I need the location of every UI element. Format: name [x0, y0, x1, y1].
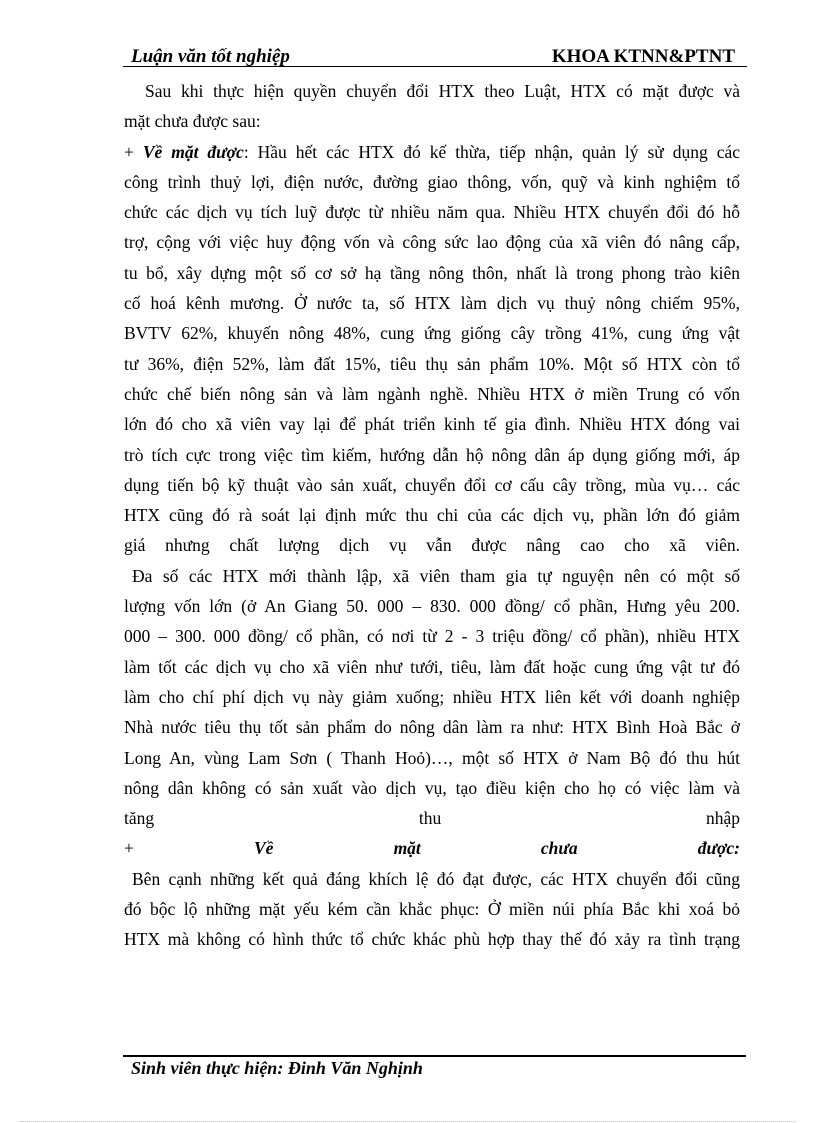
text-line: dụng tiến bộ kỹ thuật vào sản xuất, chuyển đổi cơ cấu cây trồng, mùa vụ… các	[124, 474, 740, 495]
text-line: Bên cạnh những kết quả đáng khích lệ đó đạt được, các HTX chuyển đổi cũng	[132, 868, 740, 889]
text-line: 000 – 300. 000 đồng/ cổ phần, có nơi từ 2 - 3 triệu đồng/ cổ phần), nhiều HTX	[124, 626, 740, 647]
body-text	[124, 76, 740, 955]
text-line: BVTV 62%, khuyến nông 48%, cung ứng giống cây trồng 41%, cung ứng vật	[124, 323, 740, 344]
text-line: HTX cũng đó rà soát lại định mức thu chi của các dịch vụ, phần lớn đó giảm	[124, 505, 740, 526]
text-span: : Hầu hết các HTX đó kế thừa, tiếp nhận, quản lý sử dụng các	[243, 141, 740, 162]
text-line	[124, 137, 740, 167]
section-term-positive: Về mặt được	[142, 141, 244, 162]
header-thesis-label: Luận văn tốt nghiệp	[131, 46, 290, 67]
text-line: làm cho chí phí dịch vụ này giảm xuống; nhiều HTX liên kết với doanh nghiệp	[124, 686, 740, 707]
text-line: chức các dịch vụ tích luỹ được từ nhiều năm qua. Nhiều HTX chuyển đổi đó hỗ	[124, 202, 740, 223]
text-line: làm tốt các dịch vụ cho xã viên như tưới, tiêu, làm đất hoặc cung ứng vật tư đó	[124, 656, 740, 677]
footer-author: Sinh viên thực hiện: Đinh Văn Nghịnh	[131, 1058, 423, 1078]
text-line	[124, 833, 740, 863]
text-line: HTX mà không có hình thức tổ chức khác phù hợp thay thế đó xảy ra tình trạng	[124, 929, 740, 950]
text-line: Long An, vùng Lam Sơn ( Thanh Hoỏ)…, một số HTX ở Nam Bộ đó thu hút	[124, 747, 740, 768]
page-header	[123, 44, 747, 67]
text-line: cố hoá kênh mương. Ở nước ta, số HTX làm dịch vụ thuỷ nông chiếm 95%,	[124, 293, 740, 314]
text-line: tăng thu nhập	[124, 808, 740, 829]
text-line: Sau khi thực hiện quyền chuyển đổi HTX theo Luật, HTX có mặt được và	[145, 81, 740, 101]
text-line: tu bổ, xây dựng một số cơ sở hạ tầng nông thôn, nhất là trong phong trào kiên	[124, 262, 740, 283]
text-line: lượng vốn lớn (ở An Giang 50. 000 – 830. 000 đồng/ cổ phần, Hưng yêu 200.	[124, 596, 740, 617]
text-line: chức chế biến nông sản và làm ngành nghề. Nhiều HTX ở miền Trung có vốn	[124, 383, 740, 404]
text-line: trợ, cộng với việc huy động vốn và công sức lao động của xã viên đó nâng cấp,	[124, 232, 740, 253]
text-line: công trình thuỷ lợi, điện nước, đường giao thông, vốn, quỹ và kinh nghiệm tổ	[124, 171, 740, 192]
text-line: Nhà nước tiêu thụ tốt sản phẩm do nông dân làm ra như: HTX Bình Hoà Bắc ở	[124, 717, 740, 738]
page-bottom-dotted-line	[20, 1121, 796, 1122]
text-line: trò tích cực trong việc tìm kiếm, hướng dẫn hộ nông dân áp dụng giống mới, áp	[124, 444, 740, 465]
text-line: đó bộc lộ những mặt yếu kém cần khắc phục: Ở miền núi phía Bắc khi xoá bỏ	[124, 899, 740, 920]
text-line: mặt chưa được sau:	[124, 111, 261, 132]
plus-marker: +	[124, 141, 143, 162]
footer-divider	[123, 1055, 746, 1057]
plus-marker: +	[124, 838, 254, 859]
text-line: giá nhưng chất lượng dịch vụ vẫn được nâng cao cho xã viên.	[124, 535, 740, 556]
text-line: nông dân không có sản xuất vào dịch vụ, tạo điều kiện cho họ có việc làm và	[124, 777, 740, 798]
text-line: lớn đó cho xã viên vay lại để phát triển kinh tế gia đình. Nhiều HTX đóng vai	[124, 414, 740, 435]
text-line: tư 36%, điện 52%, làm đất 15%, tiêu thụ sản phẩm 10%. Một số HTX còn tổ	[124, 353, 740, 374]
header-faculty-label: KHOA KTNN&PTNT	[551, 46, 735, 67]
text-line: Đa số các HTX mới thành lập, xã viên tham gia tự nguyện nên có một số	[132, 565, 740, 586]
section-term-negative: Về mặt chưa được:	[254, 838, 740, 859]
